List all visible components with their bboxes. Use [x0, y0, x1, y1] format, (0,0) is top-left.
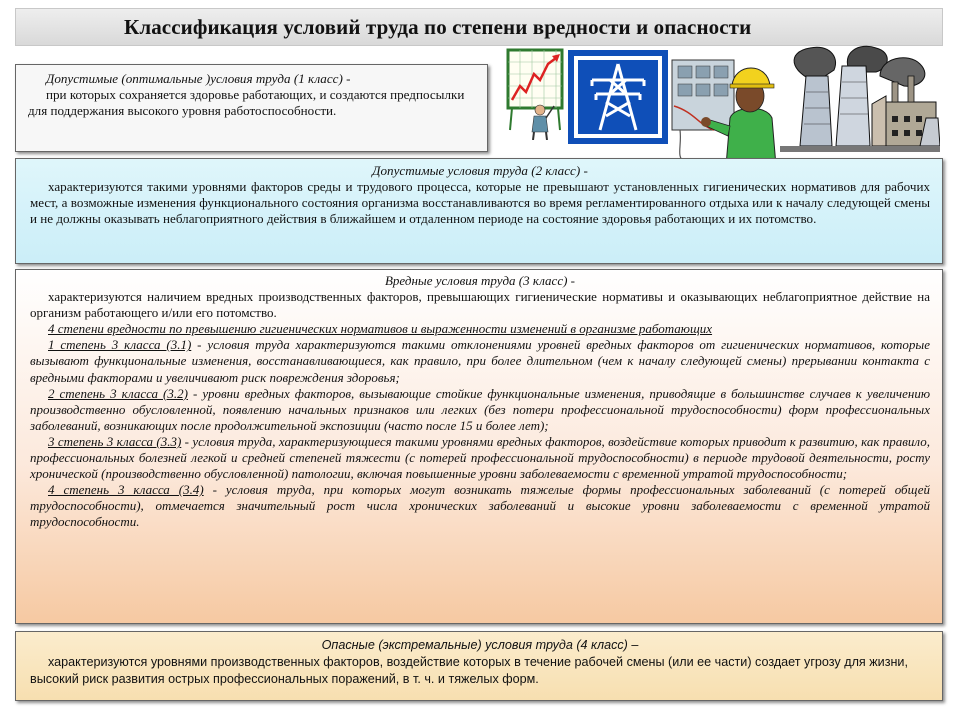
title-bar — [15, 8, 943, 46]
degree-text: - условия труда, при которых могут возникать тяжелые формы профессиональных заболеваний (с потерей общей трудоспособности), отмечается значительный рост числа хронических заболеваний и высокие уровни заболеваемости с временной утратой трудоспособности. — [30, 482, 930, 530]
degree-3-3 — [30, 434, 930, 482]
class-1-text: при которых сохраняется здоровье работающих, и создаются предпосылки для поддержания высокого уровня работоспособности. — [28, 87, 465, 118]
class-2-box — [15, 158, 943, 264]
class-1-box — [15, 64, 488, 152]
class-3-heading: Вредные условия труда (3 класс) — [384, 273, 568, 288]
degree-text: - условия труда, характеризующиеся такими уровнями вредных факторов, воздействие которых приводит к развитию, как правило, профессиональных болезней легкой и средней степеней тяжести (с потерей профессиональной трудоспособности) в периоде трудовой деятельности, росту хронической (производственно обусловленной) патологии, включая повышенные уровни заболеваемости с временной утратой трудоспособности; — [30, 433, 931, 482]
class-3-heading-line — [30, 273, 930, 289]
degree-3-4 — [30, 482, 930, 530]
degree-text: - условия труда характеризуются такими отклонениями уровней вредных факторов от гигиенических нормативов, которые вызывают функциональные изменения, восстанавливающиеся, как правило, при более длительном (чем к началу следующей смены) прерывании контакта с вредными факторами и увеличивают риск повреждения здоровья; — [30, 337, 931, 385]
class-3-intro: характеризуются наличием вредных производственных факторов, превышающих гигиенические нормативы и оказывающих неблагоприятное действие на организм работающего и/или его потомство. — [30, 289, 930, 321]
class-4-box — [15, 631, 943, 701]
page-title: Классификация условий труда по степени вредности и опасности — [124, 15, 752, 39]
class-4-text: характеризуются уровнями производственных факторов, воздействие которых в течение рабочей смены (или ее части) создает угрозу для жизни, высокий риск развития острых профессиональных поражений, в т. ч. и тяжелых форм. — [30, 655, 908, 686]
class-1-heading: Допустимые (оптимальные )условия труда (1 класс) - — [46, 71, 351, 86]
degree-3-1 — [30, 337, 930, 385]
class-2-text: характеризуются такими уровнями факторов среды и трудового процесса, которые не превышают установленных гигиенических нормативов для рабочих мест, а возможные изменения функционального состояния организма восстанавливаются во время регламентированного отдыха или к началу следующей смены и не должны оказывать неблагоприятного действия в ближайшем и отдаленном периоде на состояние здоровья работающих и их потомство. — [30, 179, 930, 226]
degree-label: 1 степень 3 класса (3.1) — [48, 337, 192, 353]
class-3-heading-suffix: - — [567, 273, 576, 288]
class-3-box — [15, 269, 943, 624]
class-4-heading: Опасные (экстремальные) условия труда (4 класс) – — [321, 638, 639, 652]
degree-label: 4 степень 3 класса (3.4) — [48, 482, 204, 498]
degree-3-2 — [30, 386, 930, 434]
power-pylon-icon — [568, 50, 668, 144]
degree-label: 2 степень 3 класса (3.2) — [48, 385, 188, 401]
class-2-heading: Допустимые условия труда (2 класс) - — [372, 163, 588, 178]
chart-presenter-icon — [506, 48, 564, 140]
class-3-degrees-intro: 4 степени вредности по превышению гигиенических нормативов и выраженности изменений в организме работающих — [48, 321, 713, 337]
electrician-panel-icon — [670, 56, 776, 166]
degree-text: - уровни вредных факторов, вызывающие стойкие функциональные изменения, приводящие в большинстве случаев к увеличению производственно обусловленной, появлению начальных признаков или легких (без потери профессиональной трудоспособности) форм профессиональных заболеваний, возникающих после продолжительной экспозиции (часто после 15 и более лет); — [30, 385, 931, 433]
degree-label: 3 степень 3 класса (3.3) — [48, 433, 182, 449]
factory-smokestacks-icon — [780, 42, 940, 152]
